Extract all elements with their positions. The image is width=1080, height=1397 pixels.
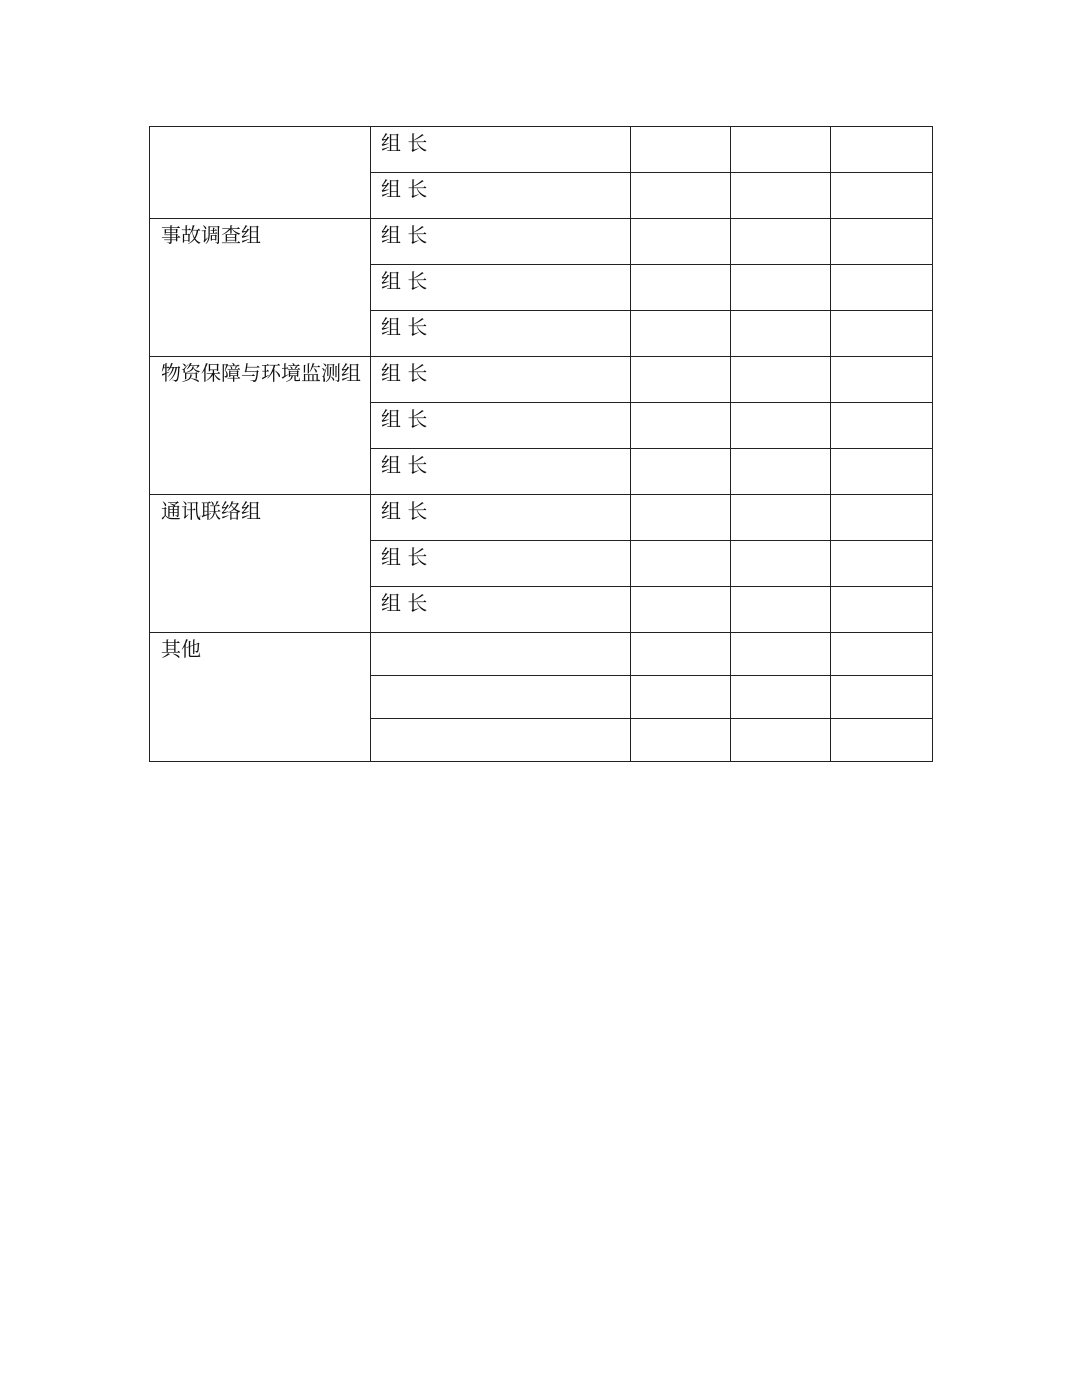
empty-cell xyxy=(831,587,933,633)
role-cell: 组 长 xyxy=(371,403,631,449)
empty-cell xyxy=(631,219,731,265)
table-row xyxy=(150,495,933,541)
empty-cell xyxy=(831,403,933,449)
role-cell: 组 长 xyxy=(371,587,631,633)
group-name-cell xyxy=(150,127,371,219)
empty-cell xyxy=(831,127,933,173)
roster-table xyxy=(149,126,933,762)
empty-cell xyxy=(731,311,831,357)
empty-cell xyxy=(731,719,831,762)
role-cell xyxy=(371,633,631,676)
empty-cell xyxy=(831,173,933,219)
role-cell: 组 长 xyxy=(371,127,631,173)
role-cell: 组 长 xyxy=(371,357,631,403)
table-row xyxy=(150,219,933,265)
empty-cell xyxy=(731,265,831,311)
role-cell: 组 长 xyxy=(371,541,631,587)
empty-cell xyxy=(831,633,933,676)
empty-cell xyxy=(731,587,831,633)
table-row xyxy=(150,127,933,173)
empty-cell xyxy=(831,449,933,495)
empty-cell xyxy=(731,173,831,219)
role-cell: 组 长 xyxy=(371,265,631,311)
empty-cell xyxy=(831,676,933,719)
group-name-cell: 通讯联络组 xyxy=(150,495,371,633)
empty-cell xyxy=(831,357,933,403)
role-cell: 组 长 xyxy=(371,311,631,357)
empty-cell xyxy=(631,265,731,311)
group-name-cell: 物资保障与环境监测组 xyxy=(150,357,371,495)
role-cell xyxy=(371,676,631,719)
empty-cell xyxy=(631,173,731,219)
role-cell: 组 长 xyxy=(371,449,631,495)
empty-cell xyxy=(731,449,831,495)
empty-cell xyxy=(631,357,731,403)
empty-cell xyxy=(831,219,933,265)
empty-cell xyxy=(631,403,731,449)
empty-cell xyxy=(831,719,933,762)
role-cell: 组 长 xyxy=(371,219,631,265)
table-row xyxy=(150,633,933,676)
empty-cell xyxy=(631,495,731,541)
empty-cell xyxy=(831,311,933,357)
empty-cell xyxy=(731,219,831,265)
empty-cell xyxy=(631,127,731,173)
empty-cell xyxy=(731,541,831,587)
empty-cell xyxy=(831,495,933,541)
empty-cell xyxy=(731,676,831,719)
empty-cell xyxy=(831,541,933,587)
empty-cell xyxy=(631,311,731,357)
empty-cell xyxy=(731,403,831,449)
empty-cell xyxy=(631,633,731,676)
empty-cell xyxy=(731,127,831,173)
group-name-cell: 其他 xyxy=(150,633,371,762)
empty-cell xyxy=(631,449,731,495)
empty-cell xyxy=(831,265,933,311)
empty-cell xyxy=(731,495,831,541)
empty-cell xyxy=(731,357,831,403)
table-row xyxy=(150,357,933,403)
role-cell: 组 长 xyxy=(371,495,631,541)
role-cell xyxy=(371,719,631,762)
group-name-cell: 事故调查组 xyxy=(150,219,371,357)
role-cell: 组 长 xyxy=(371,173,631,219)
empty-cell xyxy=(631,541,731,587)
empty-cell xyxy=(631,587,731,633)
empty-cell xyxy=(731,633,831,676)
empty-cell xyxy=(631,676,731,719)
empty-cell xyxy=(631,719,731,762)
